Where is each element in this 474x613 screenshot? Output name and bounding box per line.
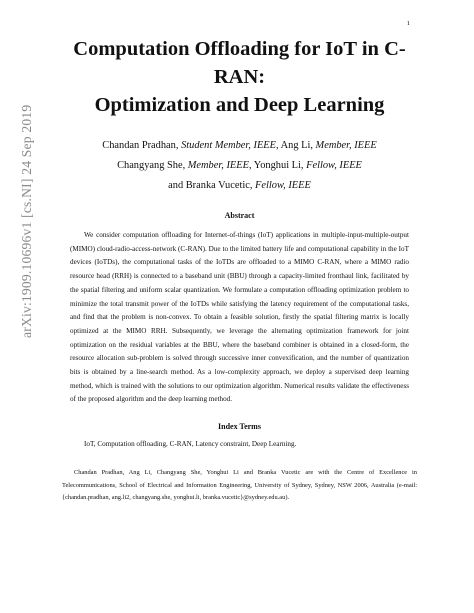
author-membership: Member, IEEE bbox=[315, 140, 377, 151]
index-terms-heading: Index Terms bbox=[218, 422, 261, 432]
index-terms-body: IoT, Computation offloading, C-RAN, Latency constraint, Deep Learning. bbox=[84, 440, 297, 449]
author-name: and Branka Vucetic, bbox=[168, 180, 256, 191]
author-name: , Yonghui Li, bbox=[248, 160, 307, 171]
author-line-1 bbox=[62, 136, 417, 156]
author-affiliation-footnote: Chandan Pradhan, Ang Li, Changyang She, Yonghui Li and Branka Vucetic are with the Centre of Excellence in Telecommunications, School of Electrical and Information Engineering, University of Sydney, Sydney, NSW 2006, Australia (e-mail: {chandan.pradhan, ang.li2, changyang.she, yonghui.li, branka.vucetic}@sydney.edu.au). bbox=[62, 469, 417, 502]
author-membership: Fellow, IEEE bbox=[255, 180, 311, 191]
author-name: Chandan Pradhan, bbox=[102, 140, 182, 151]
author-line-2 bbox=[62, 156, 417, 176]
author-name: , Ang Li, bbox=[276, 140, 316, 151]
author-membership: Member, IEEE bbox=[187, 160, 249, 171]
paper-title bbox=[62, 35, 417, 119]
paper-first-page bbox=[62, 35, 417, 511]
arxiv-identifier-stamp: arXiv:1909.10696v1 [cs.NI] 24 Sep 2019 bbox=[19, 104, 34, 338]
author-name: Changyang She, bbox=[117, 160, 188, 171]
paper-title-line-2: Optimization and Deep Learning bbox=[94, 94, 385, 116]
paper-title-line-1: Computation Offloading for IoT in C-RAN: bbox=[73, 38, 406, 88]
author-list bbox=[62, 136, 417, 196]
author-membership: Fellow, IEEE bbox=[306, 160, 362, 171]
author-membership: Student Member, IEEE bbox=[181, 140, 276, 151]
author-line-3 bbox=[62, 176, 417, 196]
page-number: 1 bbox=[406, 20, 410, 27]
abstract-heading: Abstract bbox=[224, 211, 255, 220]
abstract-body: We consider computation offloading for Internet-of-things (IoT) applications in multiple-input-multiple-output (MIMO) cloud-radio-access-network (C-RAN). Due to the limited battery life and computational capability in the IoT devices (IoTDs), the computational tasks of the IoTDs are offloaded to a MIMO C-RAN, where a MIMO radio resource head (RRH) is connected to a baseband unit (BBU) through a capacity-limited fronthaul link, facilitated by the spatial filtering and uniform scalar quantization. We formulate a computation offloading optimization problem to minimize the total transmit power of the IoTDs while satisfying the latency requirement of the computational tasks, and find that the problem is non-convex. To obtain a feasible solution, firstly the spatial filtering matrix is locally optimized at the MIMO RRH. Subsequently, we leverage the alternating optimization framework for joint optimization on the residual variables at the BBU, where the baseband combiner is obtained in a closed-form, the resource allocation sub-problem is solved through successive inner convexification, and the number of quantization bits is obtained by a line-search method. As a low-complexity approach, we deploy a supervised deep learning method, which is trained with the solutions to our optimization algorithm. Numerical results validate the effectiveness of the proposed algorithm and the deep learning method. bbox=[70, 231, 409, 404]
